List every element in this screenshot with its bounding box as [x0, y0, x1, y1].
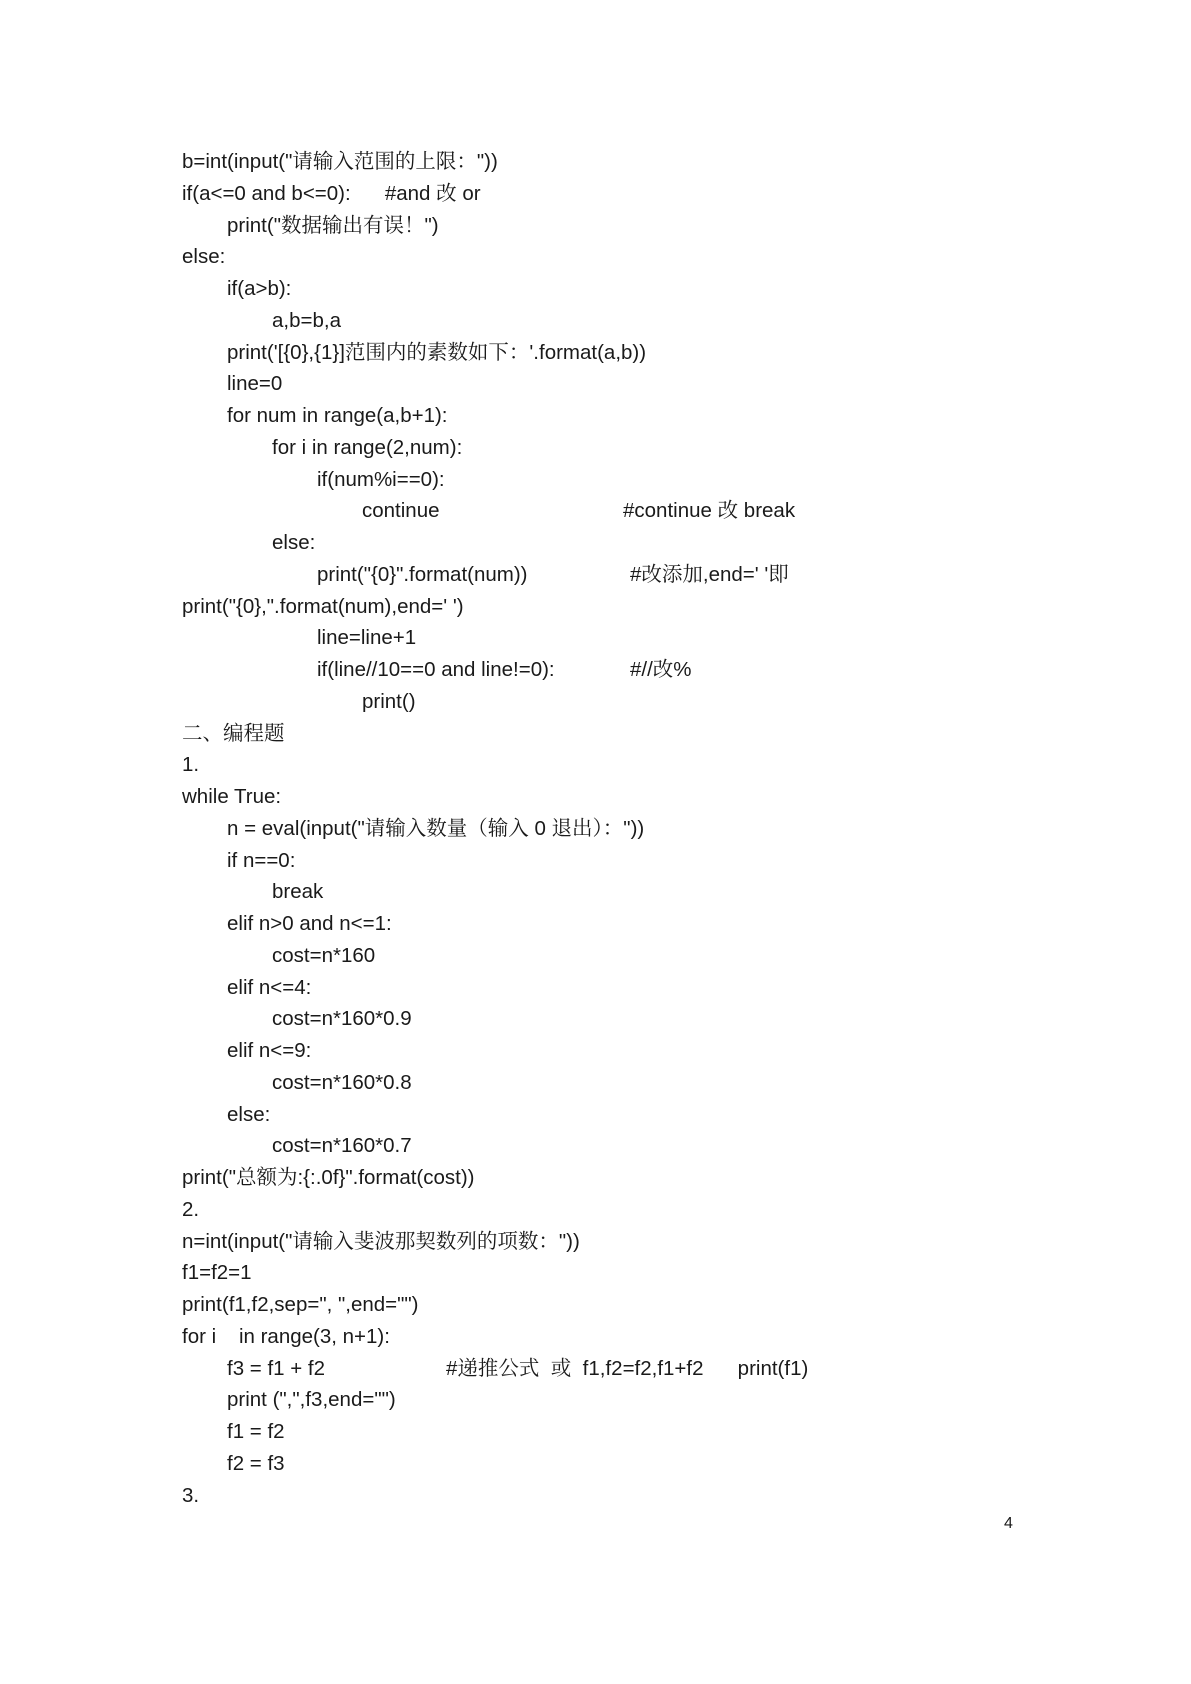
code-line: cost=n*160*0.7 [272, 1134, 412, 1158]
code-line: else: [227, 1102, 271, 1126]
code-comment: #continue 改 break [623, 499, 796, 523]
code-line: line=0 [227, 372, 283, 396]
code-line: cost=n*160*0.9 [272, 1007, 412, 1031]
code-line: print("总额为:{:.0f}".format(cost)) [182, 1166, 475, 1189]
code-line: f1=f2=1 [182, 1261, 252, 1285]
code-line: while True: [182, 785, 282, 808]
code-line: a,b=b,a [272, 308, 341, 332]
code-comment: #改添加,end=' '即 [630, 562, 789, 586]
code-line: elif n<=9: [227, 1039, 312, 1062]
code-line: cost=n*160*0.8 [272, 1070, 412, 1094]
code-comment: #//改% [630, 658, 692, 681]
code-line: print("数据输出有误！") [227, 213, 439, 237]
code-line: if n==0: [227, 848, 296, 872]
code-line: print(f1,f2,sep=", ",end="") [182, 1293, 419, 1316]
page-number: 4 [1004, 1515, 1013, 1532]
code-line: else: [182, 245, 226, 269]
code-line: else: [272, 531, 316, 554]
code-line: continue [362, 499, 440, 523]
code-line: print() [362, 689, 416, 713]
code-line: 1. [182, 753, 200, 777]
code-line: break [272, 880, 324, 904]
code-line: b=int(input("请输入范围的上限：")) [182, 150, 498, 173]
code-line: if(line//10==0 and line!=0): [317, 658, 555, 681]
code-line: for i in range(2,num): [272, 435, 463, 459]
code-line: print("{0},".format(num),end=' ') [182, 594, 464, 618]
code-line: print("{0}".format(num)) [317, 562, 528, 586]
code-line: cost=n*160 [272, 943, 376, 967]
code-line: elif n>0 and n<=1: [227, 912, 392, 935]
code-line: for num in range(a,b+1): [227, 404, 448, 427]
code-line: for i in range(3, n+1): [182, 1324, 390, 1348]
code-line: line=line+1 [317, 626, 417, 650]
code-line: f3 = f1 + f2 [227, 1356, 326, 1380]
code-line: 3. [182, 1483, 200, 1507]
code-line: n = eval(input("请输入数量（输入 0 退出）：")) [227, 816, 645, 840]
code-line: 二、编程题 [182, 721, 285, 745]
code-line: if(a>b): [227, 277, 292, 300]
code-line: f2 = f3 [227, 1451, 285, 1475]
code-line: f1 = f2 [227, 1420, 285, 1443]
code-line: n=int(input("请输入斐波那契数列的项数：")) [182, 1229, 580, 1253]
code-line: if(a<=0 and b<=0): #and 改 or [182, 181, 481, 205]
code-line: print('[{0},{1}]范围内的素数如下：'.format(a,b)) [227, 340, 647, 364]
code-line: 2. [182, 1197, 200, 1221]
code-line: elif n<=4: [227, 975, 312, 999]
code-line: if(num%i==0): [317, 467, 445, 491]
code-comment: #递推公式 或 f1,f2=f2,f1+f2 print(f1) [446, 1356, 809, 1380]
code-line: print (",",f3,end="") [227, 1388, 396, 1412]
